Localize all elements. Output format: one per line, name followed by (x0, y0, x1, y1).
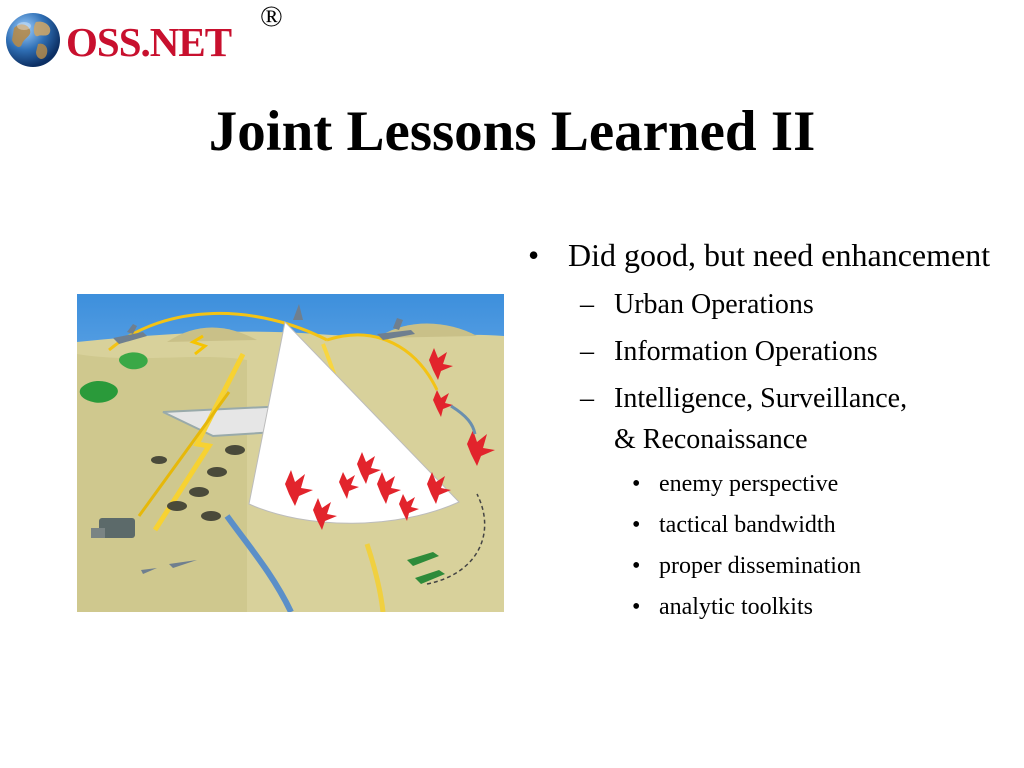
bullet-level2 (528, 378, 914, 460)
bullet-text-proper-dissemination: proper dissemination (659, 553, 861, 579)
bullet-text-isr: Intelligence, Surveillance, & Reconaissance (614, 383, 908, 455)
dash-marker: – (580, 289, 594, 320)
bullet-marker: • (632, 594, 641, 620)
bullet-text-analytic-toolkits: analytic toolkits (659, 594, 813, 620)
bullet-text-urban-operations: Urban Operations (614, 289, 814, 320)
logo-wordmark: OSS.NET (66, 19, 232, 65)
registered-mark: ® (260, 0, 283, 33)
bullet-level3 (528, 468, 998, 501)
bullet-level2 (528, 331, 998, 372)
bullet-text-tactical-bandwidth: tactical bandwidth (659, 512, 836, 538)
globe-icon (2, 10, 64, 68)
bullet-marker: • (528, 237, 540, 273)
battlefield-illustration (77, 294, 504, 612)
bullet-level3 (528, 591, 998, 624)
bullet-marker: • (632, 471, 641, 497)
bullet-list (528, 232, 998, 624)
slide-title: Joint Lessons Learned II (208, 100, 816, 163)
oss-net-logo (2, 0, 302, 70)
bullet-level2 (528, 284, 998, 325)
bullet-level3 (528, 550, 998, 583)
bullet-level1 (528, 232, 998, 278)
dash-marker: – (580, 383, 594, 414)
bullet-text-enemy-perspective: enemy perspective (659, 471, 839, 497)
dash-marker: – (580, 336, 594, 367)
bullet-text-information-operations: Information Operations (614, 336, 878, 367)
bullet-text-did-good: Did good, but need enhancement (568, 237, 991, 273)
bullet-marker: • (632, 553, 641, 579)
bullet-level3 (528, 509, 998, 542)
bullet-marker: • (632, 512, 641, 538)
